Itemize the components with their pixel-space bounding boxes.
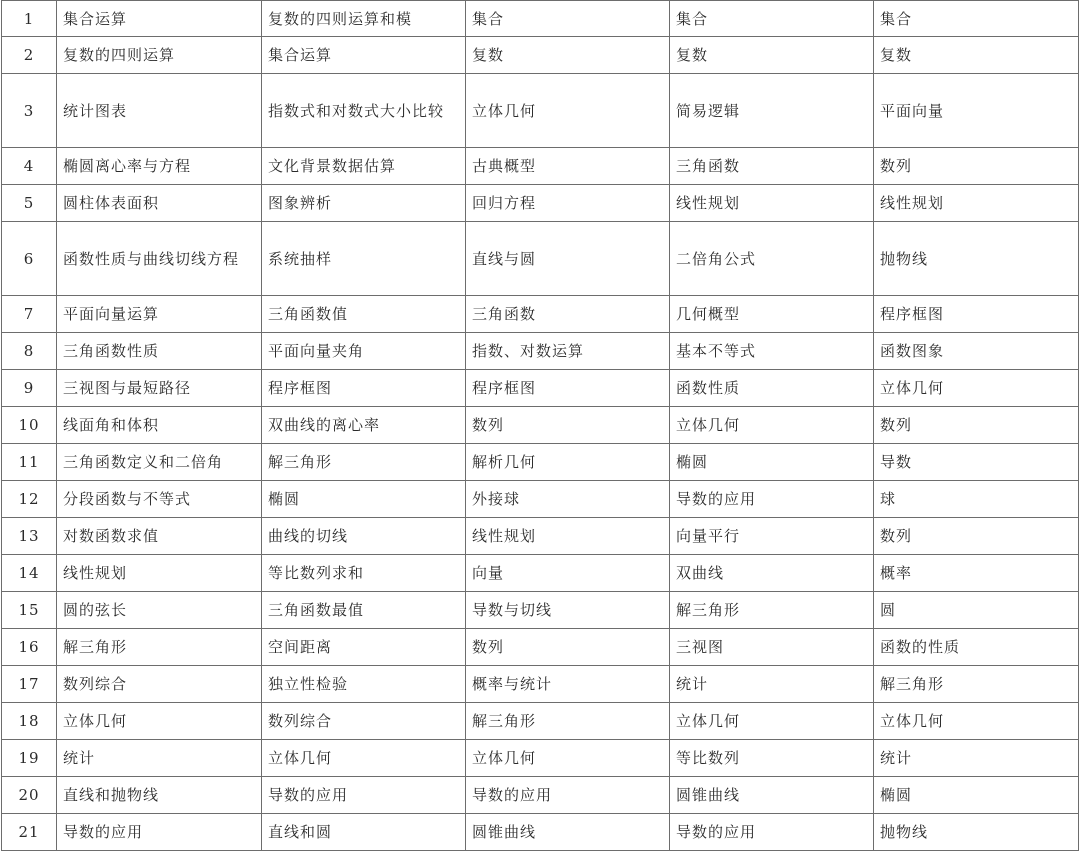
topic-cell: 函数图象 bbox=[874, 333, 1079, 370]
topic-cell: 椭圆 bbox=[670, 444, 874, 481]
topic-cell: 双曲线的离心率 bbox=[262, 407, 466, 444]
table-row bbox=[2, 185, 1079, 222]
topic-cell: 曲线的切线 bbox=[262, 518, 466, 555]
topic-cell: 平面向量夹角 bbox=[262, 333, 466, 370]
topic-cell: 回归方程 bbox=[466, 185, 670, 222]
row-number: 16 bbox=[2, 629, 57, 666]
topic-cell: 复数的四则运算 bbox=[57, 37, 262, 74]
topic-cell: 文化背景数据估算 bbox=[262, 148, 466, 185]
topic-cell: 导数的应用 bbox=[262, 777, 466, 814]
table-row bbox=[2, 481, 1079, 518]
topic-cell: 椭圆 bbox=[874, 777, 1079, 814]
topic-cell: 圆的弦长 bbox=[57, 592, 262, 629]
topic-cell: 立体几何 bbox=[57, 703, 262, 740]
topic-cell: 立体几何 bbox=[670, 703, 874, 740]
topic-cell: 圆柱体表面积 bbox=[57, 185, 262, 222]
topic-cell: 简易逻辑 bbox=[670, 74, 874, 148]
topic-cell: 导数的应用 bbox=[670, 814, 874, 851]
table-row bbox=[2, 629, 1079, 666]
topics-table bbox=[1, 0, 1079, 851]
topic-cell: 指数、对数运算 bbox=[466, 333, 670, 370]
table-row bbox=[2, 222, 1079, 296]
table-row bbox=[2, 666, 1079, 703]
topic-cell: 三角函数 bbox=[466, 296, 670, 333]
topic-cell: 基本不等式 bbox=[670, 333, 874, 370]
topic-cell: 立体几何 bbox=[466, 74, 670, 148]
topic-cell: 程序框图 bbox=[466, 370, 670, 407]
topic-cell: 导数 bbox=[874, 444, 1079, 481]
topic-cell: 解析几何 bbox=[466, 444, 670, 481]
topic-cell: 平面向量运算 bbox=[57, 296, 262, 333]
table-row bbox=[2, 37, 1079, 74]
table-body bbox=[2, 1, 1079, 851]
topic-cell: 统计 bbox=[57, 740, 262, 777]
topic-cell: 直线与圆 bbox=[466, 222, 670, 296]
topic-cell: 统计 bbox=[874, 740, 1079, 777]
topic-cell: 函数的性质 bbox=[874, 629, 1079, 666]
topic-cell: 复数 bbox=[874, 37, 1079, 74]
topic-cell: 三视图 bbox=[670, 629, 874, 666]
topic-cell: 等比数列求和 bbox=[262, 555, 466, 592]
row-number: 2 bbox=[2, 37, 57, 74]
topic-cell: 集合 bbox=[874, 1, 1079, 37]
topic-cell: 线面角和体积 bbox=[57, 407, 262, 444]
row-number: 8 bbox=[2, 333, 57, 370]
topic-cell: 三视图与最短路径 bbox=[57, 370, 262, 407]
topic-cell: 数列 bbox=[874, 407, 1079, 444]
topic-cell: 集合运算 bbox=[57, 1, 262, 37]
topic-cell: 向量 bbox=[466, 555, 670, 592]
topic-cell: 圆锥曲线 bbox=[466, 814, 670, 851]
topic-cell: 三角函数值 bbox=[262, 296, 466, 333]
topic-cell: 向量平行 bbox=[670, 518, 874, 555]
topic-cell: 双曲线 bbox=[670, 555, 874, 592]
table-row bbox=[2, 333, 1079, 370]
topic-cell: 球 bbox=[874, 481, 1079, 518]
table-row bbox=[2, 518, 1079, 555]
topic-cell: 抛物线 bbox=[874, 222, 1079, 296]
topic-cell: 图象辨析 bbox=[262, 185, 466, 222]
topic-cell: 等比数列 bbox=[670, 740, 874, 777]
row-number: 18 bbox=[2, 703, 57, 740]
topic-cell: 集合 bbox=[466, 1, 670, 37]
topic-cell: 程序框图 bbox=[874, 296, 1079, 333]
row-number: 17 bbox=[2, 666, 57, 703]
topic-cell: 导数的应用 bbox=[670, 481, 874, 518]
topic-cell: 线性规划 bbox=[670, 185, 874, 222]
topic-cell: 椭圆离心率与方程 bbox=[57, 148, 262, 185]
topic-cell: 立体几何 bbox=[262, 740, 466, 777]
topic-cell: 平面向量 bbox=[874, 74, 1079, 148]
table-row bbox=[2, 555, 1079, 592]
topic-cell: 线性规划 bbox=[874, 185, 1079, 222]
topic-cell: 椭圆 bbox=[262, 481, 466, 518]
topic-cell: 古典概型 bbox=[466, 148, 670, 185]
topic-cell: 外接球 bbox=[466, 481, 670, 518]
topic-cell: 空间距离 bbox=[262, 629, 466, 666]
topic-cell: 数列 bbox=[466, 407, 670, 444]
row-number: 12 bbox=[2, 481, 57, 518]
topic-cell: 集合运算 bbox=[262, 37, 466, 74]
topic-cell: 导数的应用 bbox=[57, 814, 262, 851]
topic-cell: 概率 bbox=[874, 555, 1079, 592]
topic-cell: 系统抽样 bbox=[262, 222, 466, 296]
topic-cell: 圆锥曲线 bbox=[670, 777, 874, 814]
topic-cell: 函数性质与曲线切线方程 bbox=[57, 222, 262, 296]
topic-cell: 解三角形 bbox=[670, 592, 874, 629]
table-row bbox=[2, 592, 1079, 629]
topic-cell: 解三角形 bbox=[466, 703, 670, 740]
table-row bbox=[2, 814, 1079, 851]
row-number: 19 bbox=[2, 740, 57, 777]
row-number: 3 bbox=[2, 74, 57, 148]
topic-cell: 立体几何 bbox=[874, 703, 1079, 740]
topic-cell: 解三角形 bbox=[874, 666, 1079, 703]
topic-cell: 三角函数最值 bbox=[262, 592, 466, 629]
topic-cell: 指数式和对数式大小比较 bbox=[262, 74, 466, 148]
topic-cell: 集合 bbox=[670, 1, 874, 37]
topic-cell: 数列综合 bbox=[262, 703, 466, 740]
topic-cell: 三角函数 bbox=[670, 148, 874, 185]
row-number: 9 bbox=[2, 370, 57, 407]
topic-cell: 对数函数求值 bbox=[57, 518, 262, 555]
row-number: 11 bbox=[2, 444, 57, 481]
topic-cell: 线性规划 bbox=[466, 518, 670, 555]
row-number: 6 bbox=[2, 222, 57, 296]
topic-cell: 线性规划 bbox=[57, 555, 262, 592]
topic-cell: 导数的应用 bbox=[466, 777, 670, 814]
row-number: 21 bbox=[2, 814, 57, 851]
topic-cell: 圆 bbox=[874, 592, 1079, 629]
row-number: 14 bbox=[2, 555, 57, 592]
topic-cell: 概率与统计 bbox=[466, 666, 670, 703]
topic-cell: 直线和圆 bbox=[262, 814, 466, 851]
table-row bbox=[2, 740, 1079, 777]
topic-cell: 直线和抛物线 bbox=[57, 777, 262, 814]
topic-cell: 统计 bbox=[670, 666, 874, 703]
topic-cell: 程序框图 bbox=[262, 370, 466, 407]
topic-cell: 二倍角公式 bbox=[670, 222, 874, 296]
table-row bbox=[2, 1, 1079, 37]
topic-cell: 立体几何 bbox=[670, 407, 874, 444]
topic-cell: 复数的四则运算和模 bbox=[262, 1, 466, 37]
topic-cell: 分段函数与不等式 bbox=[57, 481, 262, 518]
table-row bbox=[2, 407, 1079, 444]
topic-cell: 数列 bbox=[874, 148, 1079, 185]
topic-cell: 数列 bbox=[466, 629, 670, 666]
row-number: 1 bbox=[2, 1, 57, 37]
topic-cell: 导数与切线 bbox=[466, 592, 670, 629]
topic-cell: 立体几何 bbox=[874, 370, 1079, 407]
table-row bbox=[2, 148, 1079, 185]
topic-cell: 独立性检验 bbox=[262, 666, 466, 703]
topic-cell: 三角函数定义和二倍角 bbox=[57, 444, 262, 481]
table-row bbox=[2, 444, 1079, 481]
table-row bbox=[2, 777, 1079, 814]
row-number: 10 bbox=[2, 407, 57, 444]
row-number: 4 bbox=[2, 148, 57, 185]
topic-cell: 解三角形 bbox=[262, 444, 466, 481]
topic-cell: 抛物线 bbox=[874, 814, 1079, 851]
row-number: 5 bbox=[2, 185, 57, 222]
table-row bbox=[2, 74, 1079, 148]
topic-cell: 三角函数性质 bbox=[57, 333, 262, 370]
topic-cell: 几何概型 bbox=[670, 296, 874, 333]
row-number: 20 bbox=[2, 777, 57, 814]
topic-cell: 数列 bbox=[874, 518, 1079, 555]
row-number: 13 bbox=[2, 518, 57, 555]
topic-cell: 解三角形 bbox=[57, 629, 262, 666]
row-number: 7 bbox=[2, 296, 57, 333]
topic-cell: 数列综合 bbox=[57, 666, 262, 703]
topic-cell: 复数 bbox=[466, 37, 670, 74]
topic-cell: 复数 bbox=[670, 37, 874, 74]
table-row bbox=[2, 703, 1079, 740]
topic-cell: 立体几何 bbox=[466, 740, 670, 777]
topic-cell: 函数性质 bbox=[670, 370, 874, 407]
table-row bbox=[2, 296, 1079, 333]
topic-cell: 统计图表 bbox=[57, 74, 262, 148]
table-row bbox=[2, 370, 1079, 407]
row-number: 15 bbox=[2, 592, 57, 629]
